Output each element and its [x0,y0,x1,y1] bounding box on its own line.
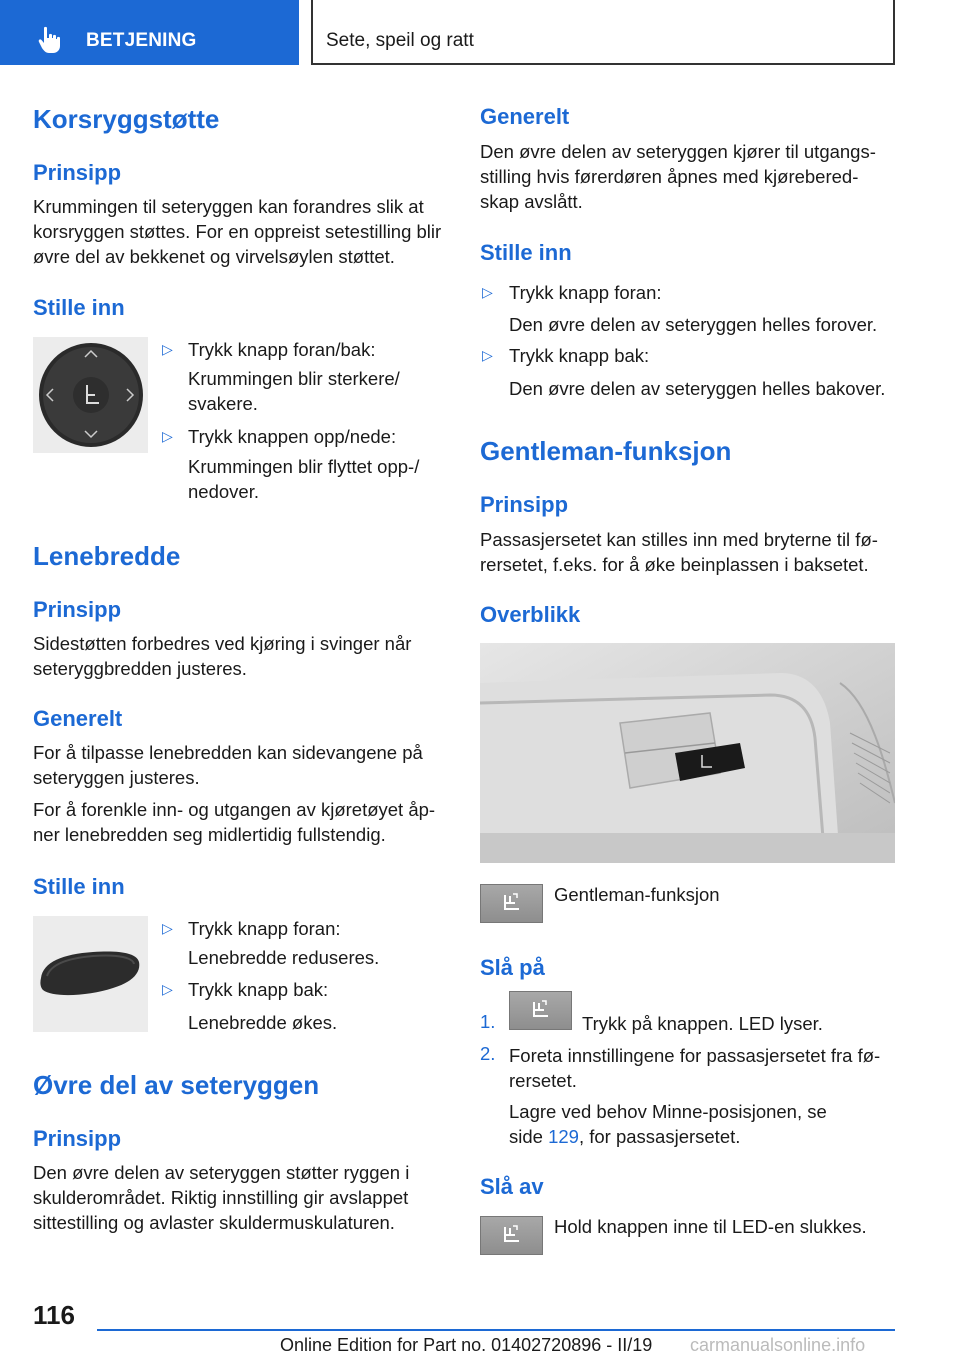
page-link[interactable]: 129 [548,1126,579,1147]
heading-general: Generelt [33,706,123,731]
door-panel-image [480,643,895,863]
paragraph: For å tilpasse lenebredden kan sidevangene på seteryggen justeres. [33,742,423,788]
step-note: Lagre ved behov Minne-posisjonen, se [509,1101,827,1122]
section-label: BETJENING [86,30,197,51]
chapter-title: Sete, speil og ratt [326,30,474,51]
heading-gentleman: Gentleman-funksjon [480,436,732,466]
heading-switch-off: Slå av [480,1174,544,1199]
list-result: Den øvre delen av seteryggen helles forover. [509,314,878,335]
paragraph: Den øvre delen av seteryggen støtter ryggen i skulderområdet. Riktig innstilling gir avslappet sittestilling og avlaster skuldermuskulaturen. [33,1162,410,1233]
width-switch-image [33,916,148,1032]
gentleman-button-image [509,991,572,1030]
list-action: Trykk knapp foran: [509,282,662,303]
step-text: Foreta innstillingene for passasjersetet fra fø‐ rersetet. [509,1045,881,1091]
step-note-prefix: side [509,1126,549,1147]
step-note-suffix: , for passasjersetet. [578,1126,741,1147]
heading-width: Lenebredde [33,541,181,571]
edition-text: Online Edition for Part no. 01402720896 - II/19 [280,1335,653,1355]
paragraph: For å forenkle inn- og utgangen av kjøretøyet åp‐ ner lenebredden seg midlertidig fullstendig. [33,799,436,845]
watermark: carmanualsonline.info [690,1335,866,1355]
heading-overview: Overblikk [480,602,581,627]
step-text: Trykk på knappen. LED lyser. [582,1013,823,1034]
arrow-bullet-icon: ▷ [162,981,173,997]
heading-adjust: Stille inn [33,874,125,899]
page-number: 116 [33,1300,75,1330]
heading-principle: Prinsipp [33,1126,122,1151]
heading-general: Generelt [480,104,570,129]
paragraph: Sidestøtten forbedres ved kjøring i svinger når seteryggbredden justeres. [33,633,412,679]
step-number: 1. [480,1011,496,1032]
heading-adjust: Stille inn [480,240,572,265]
paragraph: Den øvre delen av seteryggen kjører til utgangs‐ stilling hvis førerdøren åpnes med kjørebered‐ skap avslått. [480,141,876,212]
list-result: Lenebredde økes. [188,1012,338,1033]
list-result: Krummingen blir sterkere/ svakere. [188,368,400,414]
step-number: 2. [480,1043,496,1064]
paragraph: Hold knappen inne til LED-en slukkes. [554,1216,867,1237]
gentleman-button-image [480,884,543,923]
list-action: Trykk knapp bak: [188,979,329,1000]
heading-principle: Prinsipp [33,597,122,622]
heading-principle: Prinsipp [480,492,569,517]
arrow-bullet-icon: ▷ [162,341,173,357]
lumbar-switch-image [33,337,148,453]
seat-icon [501,1224,523,1248]
arrow-bullet-icon: ▷ [162,428,173,444]
list-action: Trykk knapp foran: [188,918,341,939]
header-divider [311,0,313,65]
step-note-line [509,1124,895,1149]
heading-upper-backrest: Øvre del av seteryggen [33,1070,320,1100]
section-tab [0,0,299,65]
arrow-bullet-icon: ▷ [162,920,173,936]
footer-rule [97,1329,895,1331]
list-action: Trykk knapp bak: [509,345,650,366]
list-result: Lenebredde reduseres. [188,947,380,968]
heading-principle: Prinsipp [33,160,122,185]
paragraph: Krummingen til seteryggen kan forandres slik at korsryggen støttes. For en oppreist setestilling blir øvre del av bekkenet og virvelsøylen støttet. [33,196,442,267]
list-result: Den øvre delen av seteryggen helles bakover. [509,378,886,399]
button-caption: Gentleman-funksjon [554,884,720,905]
header-divider [893,0,895,65]
heading-switch-on: Slå på [480,955,545,980]
arrow-bullet-icon: ▷ [482,284,493,300]
seat-icon [530,999,552,1023]
heading-adjust: Stille inn [33,295,125,320]
gentleman-button-image [480,1216,543,1255]
arrow-bullet-icon: ▷ [482,347,493,363]
list-result: Krummingen blir flyttet opp-/ nedover. [188,456,420,502]
paragraph: Passasjersetet kan stilles inn med bryterne til fø‐ rersetet, f.eks. for å øke beinplassen i baksetet. [480,529,878,575]
seat-icon [501,892,523,916]
hand-pointer-icon [38,26,64,54]
header-divider [311,63,895,65]
list-action: Trykk knappen opp/nede: [188,426,397,447]
list-action: Trykk knapp foran/bak: [188,339,376,360]
heading-lumbar: Korsryggstøtte [33,104,220,134]
